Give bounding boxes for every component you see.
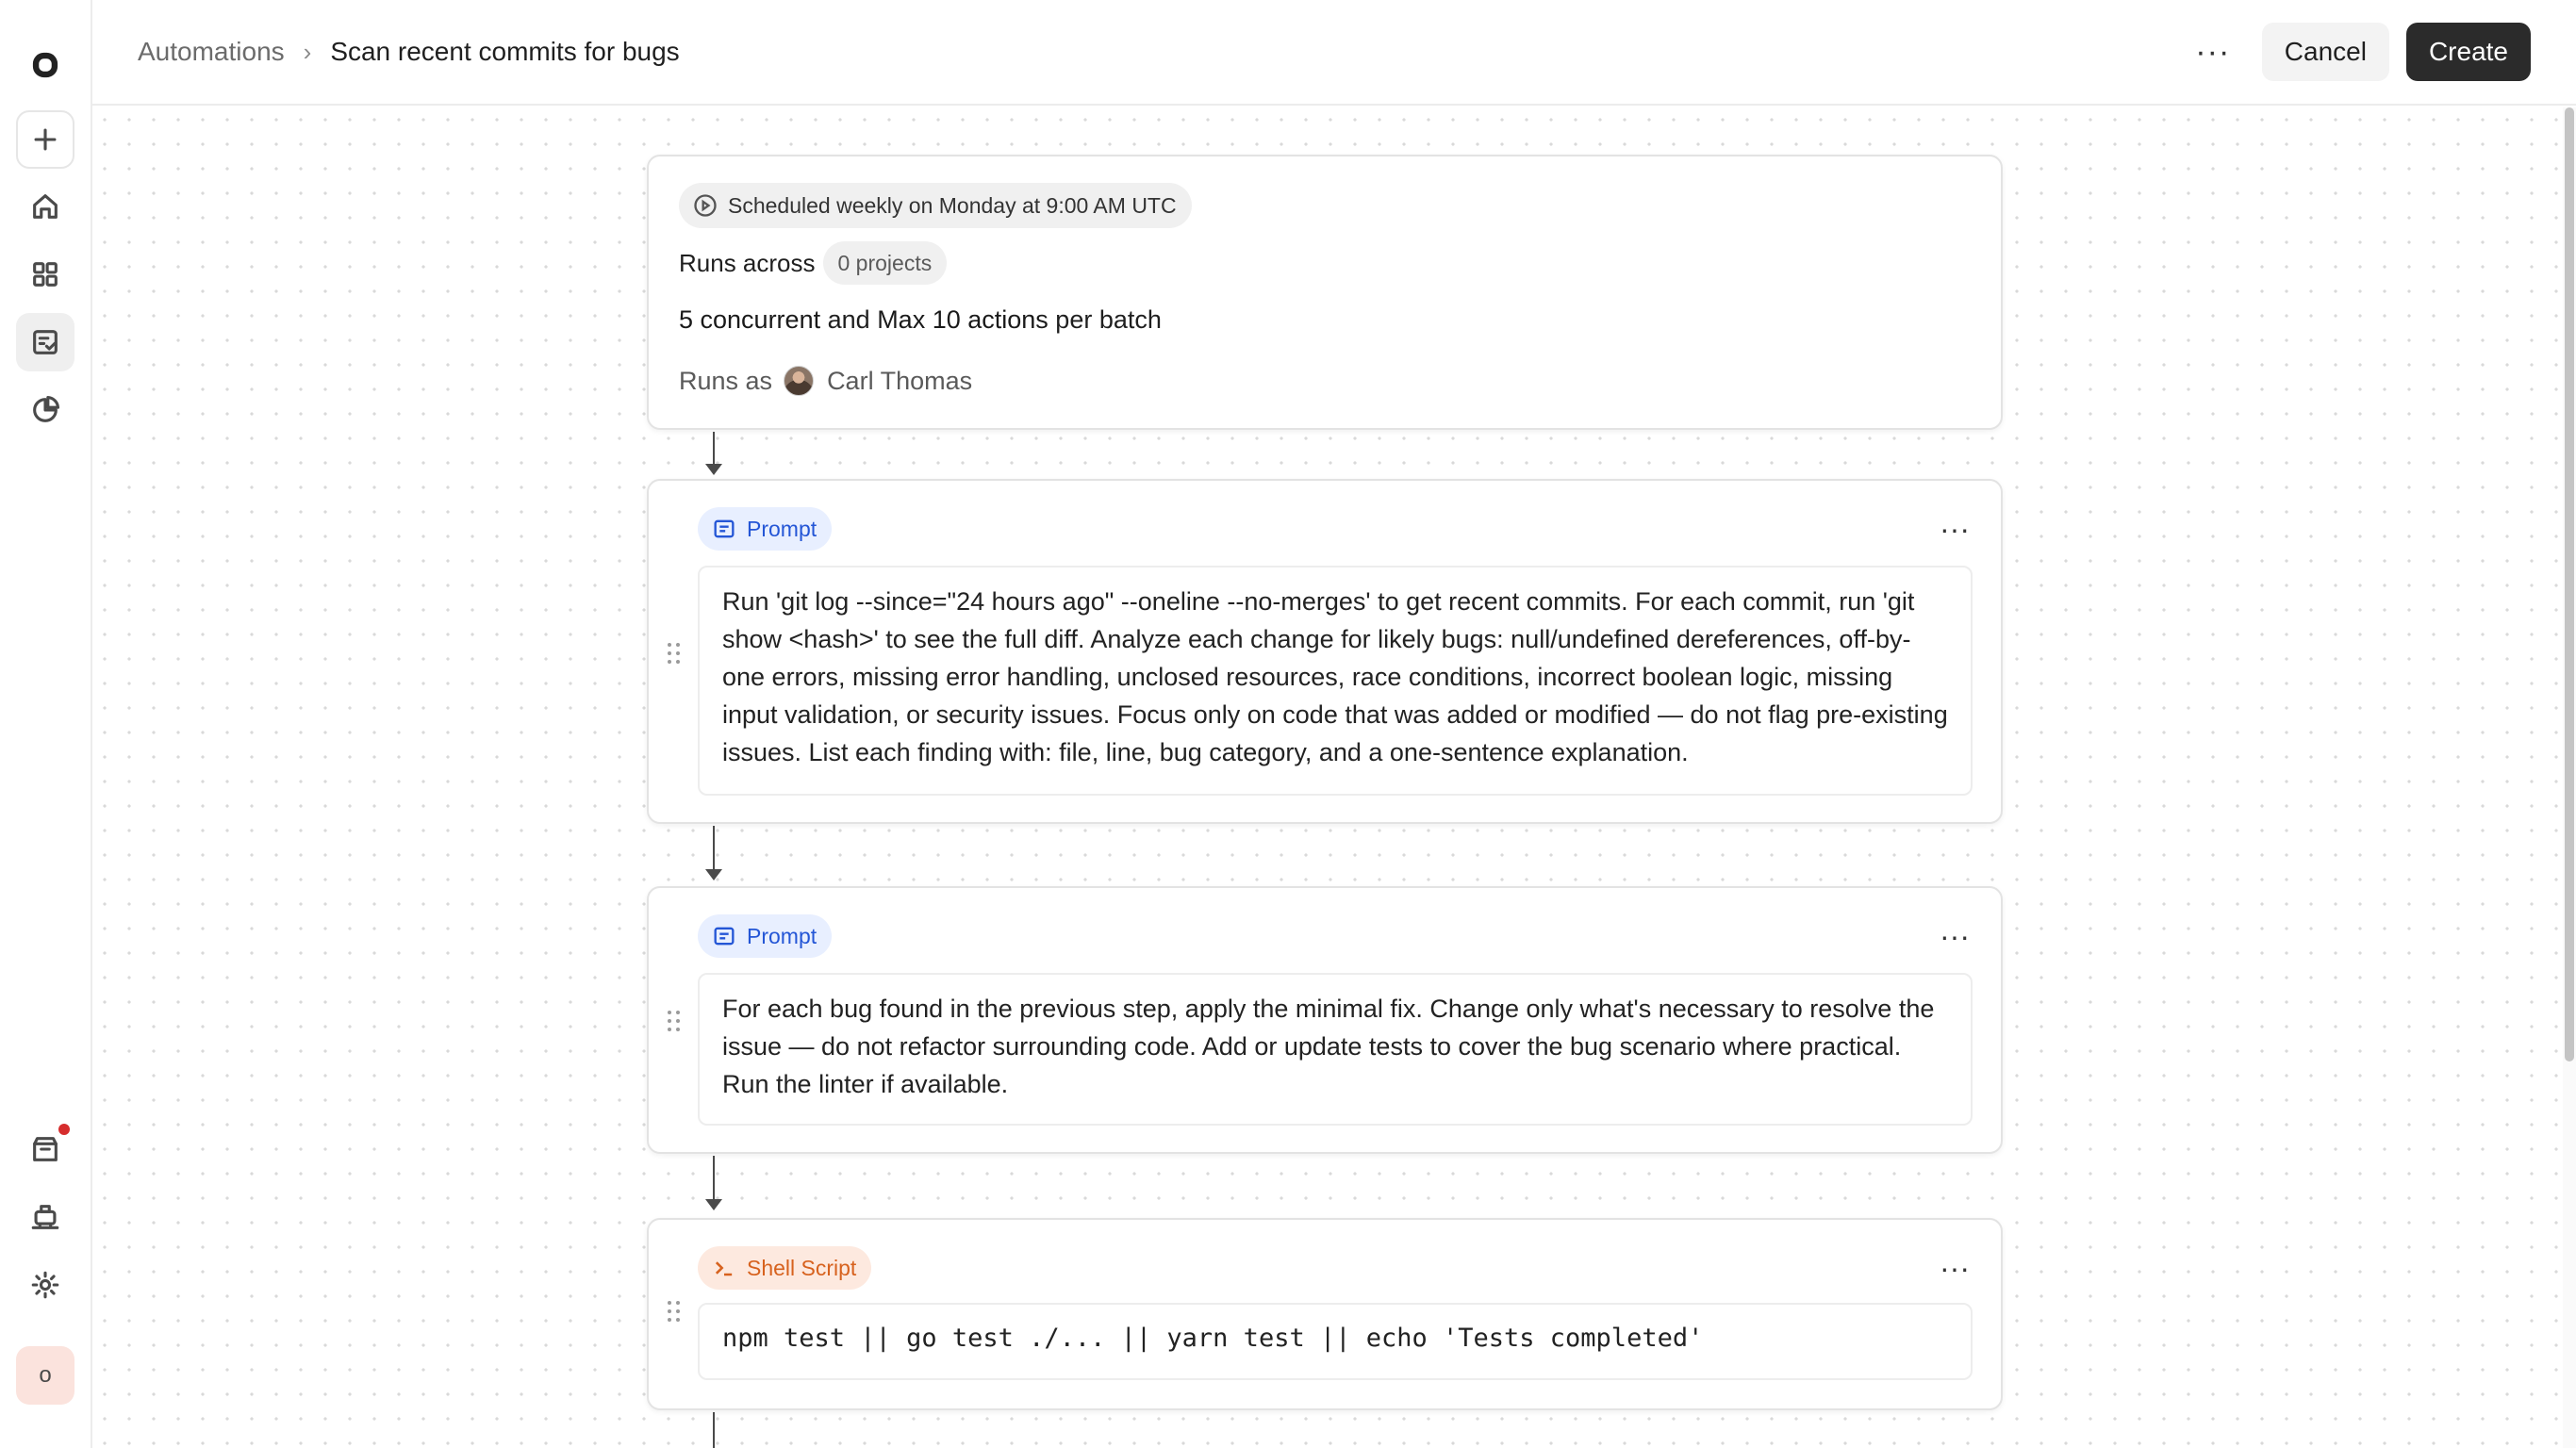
step-type-label: Shell Script <box>747 1255 857 1280</box>
robot-icon[interactable] <box>16 1188 74 1246</box>
more-options-button[interactable]: ··· <box>2195 33 2231 70</box>
connector-arrow <box>705 869 722 880</box>
cancel-button[interactable]: Cancel <box>2262 23 2389 81</box>
create-button[interactable]: Create <box>2406 23 2531 81</box>
runs-across-row <box>679 241 947 285</box>
scrollbar-thumb[interactable] <box>2565 107 2574 1061</box>
user-avatar[interactable]: o <box>16 1346 74 1405</box>
breadcrumb-automations[interactable]: Automations <box>138 37 285 66</box>
step-type-tag <box>698 507 832 551</box>
schedule-text: Scheduled weekly on Monday at 9:00 AM UTC <box>728 192 1177 218</box>
message-icon <box>711 923 737 949</box>
plus-icon[interactable] <box>16 110 74 169</box>
drag-handle-icon[interactable] <box>668 1011 685 1035</box>
header-actions <box>2187 23 2531 81</box>
vertical-scrollbar[interactable] <box>2563 107 2576 1448</box>
page-title[interactable]: Scan recent commits for bugs <box>330 37 680 66</box>
step-type-label: Prompt <box>747 516 817 541</box>
automations-icon[interactable] <box>16 313 74 371</box>
trigger-card[interactable] <box>647 155 2003 430</box>
drag-handle-icon[interactable] <box>668 643 685 667</box>
per-batch-label: per batch <box>1055 305 1162 334</box>
concurrency-row <box>679 305 1162 335</box>
step-more-button[interactable]: ··· <box>1940 1250 1970 1285</box>
connector-line <box>713 826 715 873</box>
connector-line <box>713 432 715 468</box>
max-actions-value[interactable]: Max 10 actions <box>877 305 1049 334</box>
terminal-icon <box>711 1255 737 1281</box>
breadcrumb-separator: › <box>303 37 312 66</box>
concurrency-and: and <box>827 305 870 334</box>
connector-arrow <box>705 1199 722 1210</box>
step-type-tag <box>698 1246 871 1290</box>
top-header <box>92 0 2576 106</box>
sidebar <box>0 0 92 1448</box>
runs-as-label: Runs as <box>679 366 773 395</box>
step-card-shell-script[interactable] <box>647 1218 2003 1410</box>
home-icon[interactable] <box>16 177 74 236</box>
step-type-label: Prompt <box>747 923 817 948</box>
connector-line <box>713 1156 715 1203</box>
step-more-button[interactable]: ··· <box>1940 511 1970 546</box>
runs-across-label: Runs across <box>679 248 816 277</box>
drag-handle-icon[interactable] <box>668 1301 685 1325</box>
play-circle-icon <box>692 192 718 219</box>
message-icon <box>711 516 737 542</box>
prompt-text[interactable]: Run 'git log --since="24 hours ago" --oneline --no-merges' to get recent commits. For each commit, run 'git show <hash>' to see the full diff. Analyze each change for likely bugs: null/undefined dereferences, off-by-one errors, missing error handling, unclosed resources, race conditions, incorrect boolean logic, missing input validation, or security issues. Focus only on code that was added or modified — do not flag pre-existing issues. List each finding with: file, line, bug category, and a one-sentence explanation. <box>698 566 1973 796</box>
chart-pie-icon[interactable] <box>16 381 74 439</box>
schedule-pill[interactable] <box>679 183 1192 228</box>
connector-line <box>713 1412 715 1448</box>
concurrent-value[interactable]: 5 concurrent <box>679 305 821 334</box>
step-type-tag <box>698 914 832 958</box>
step-card-prompt-1[interactable] <box>647 479 2003 824</box>
gear-icon[interactable] <box>16 1256 74 1314</box>
shell-command[interactable]: npm test || go test ./... || yarn test || echo 'Tests completed' <box>698 1303 1973 1380</box>
projects-pill[interactable]: 0 projects <box>823 241 948 285</box>
step-more-button[interactable]: ··· <box>1940 918 1970 953</box>
runs-as-user[interactable]: Carl Thomas <box>827 366 973 395</box>
prompt-text[interactable]: For each bug found in the previous step, apply the minimal fix. Change only what's necessary to resolve the issue — do not refactor surrounding code. Add or update tests to cover the bug scenario where practical. Run the linter if available. <box>698 973 1973 1126</box>
app-logo-icon[interactable] <box>16 36 74 94</box>
workflow-canvas[interactable] <box>92 107 2576 1448</box>
inbox-icon[interactable] <box>16 1120 74 1178</box>
connector-arrow <box>705 464 722 475</box>
grid-icon[interactable] <box>16 245 74 304</box>
notification-dot <box>58 1124 70 1135</box>
step-card-prompt-2[interactable] <box>647 886 2003 1154</box>
runs-as-row <box>679 366 972 396</box>
user-avatar-photo <box>784 366 814 396</box>
